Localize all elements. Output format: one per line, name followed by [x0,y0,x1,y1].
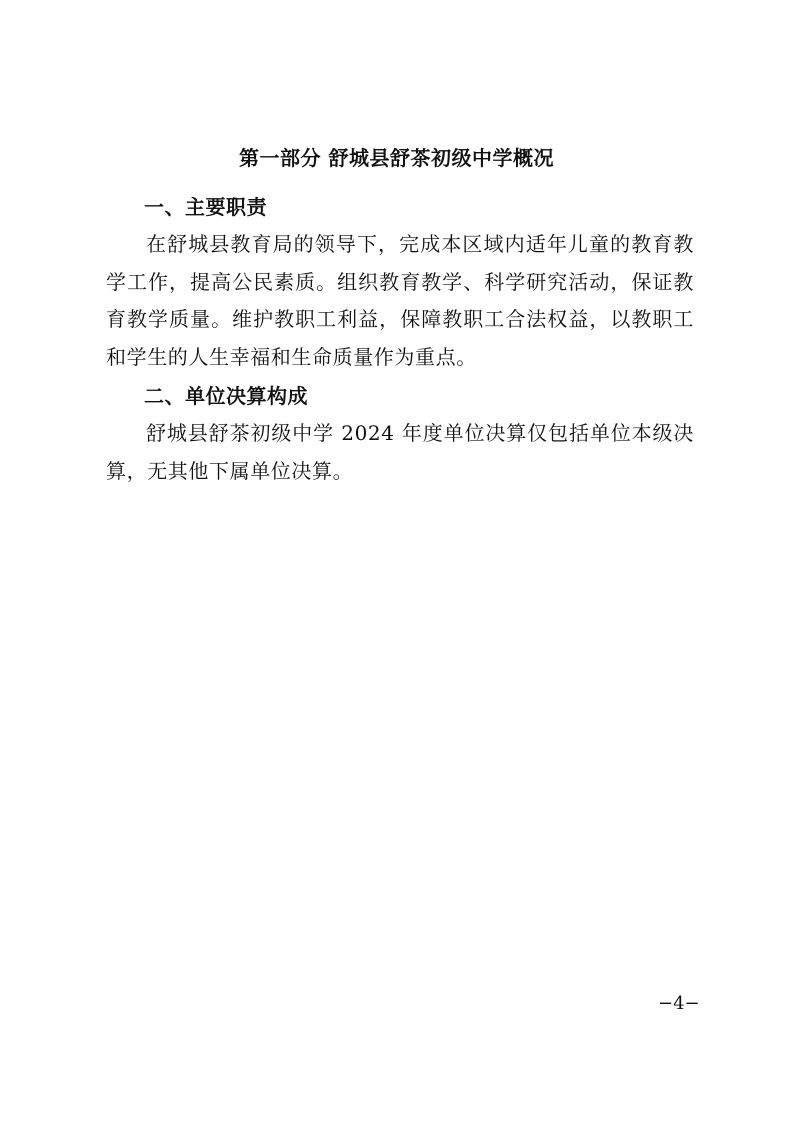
page-title: 第一部分 舒城县舒茶初级中学概况 [239,146,554,170]
section-paragraph-main-duties: 在舒城县教育局的领导下，完成本区域内适年儿童的教育教学工作，提高公民素质。组织教育教学、科学研究活动，保证教育教学质量。维护教职工利益，保障教职工合法权益，以教职工和学生的人生幸福和生命质量作为重点。 [106,232,694,369]
section-heading-budget-composition: 二、单位决算构成 [144,384,308,408]
section-paragraph-budget-composition: 舒城县舒茶初级中学 2024 年度单位决算仅包括单位本级决算，无其他下属单位决算。 [106,421,694,483]
section-heading-main-duties: 一、主要职责 [144,195,267,219]
page-number: −4− [658,993,700,1014]
